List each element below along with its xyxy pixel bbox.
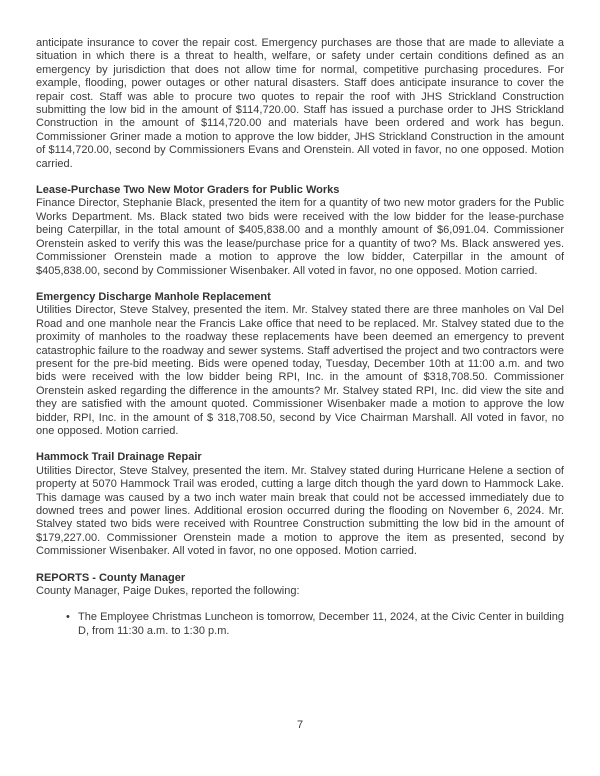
bullet-item-text: The Employee Christmas Luncheon is tomorrow, December 11, 2024, at the Civic Center in building D, from 11:30 a.m. to 1:30 p.m.	[78, 611, 564, 637]
section-heading: Hammock Trail Drainage Repair	[36, 451, 202, 464]
page-number: 7	[296, 718, 304, 731]
section-heading: REPORTS - County Manager	[36, 571, 186, 584]
section-heading: Lease-Purchase Two New Motor Graders for Public Works	[36, 184, 340, 197]
continuation-paragraph: anticipate insurance to cover the repair cost. Emergency purchases are those that are made to alleviate a situation in which there is a threat to health, welfare, or safety under certain conditions defined as an emergency by jurisdiction that does not allow time for normal, competitive purchasing procedures. For example, flooding, power outages or other natural disasters. Staff does anticipate insurance to cover the repair cost. Staff was able to procure two quotes to repair the roof with JHS Strickland Construction submitting the low bid in the amount of $114,720.00. Staff has issued a purchase order to JHS Strickland Construction in the amount of $114,720.00 and materials have been ordered and work has begun. Commissioner Griner made a motion to approve the low bidder, JHS Strickland Construction in the amount of $114,720.00, second by Commissioners Evans and Orenstein. All voted in favor, no one opposed. Motion carried.	[36, 37, 564, 170]
section-body: Utilities Director, Steve Stalvey, presented the item. Mr. Stalvey stated during Hurricane Helene a section of property at 5070 Hammock Trail was eroded, cutting a large ditch though the yard down to Hammock Lake. This damage was caused by a two inch water main break that could not be accessed immediately due to downed trees and power lines. Additional erosion occurred during the flooding on November 6, 2024. Mr. Stalvey stated two bids were received with Rountree Construction submitting the low bid in the amount of $179,227.00. Commissioner Orenstein made a motion to approve the item as presented, second by Commissioner Wisenbaker. All voted in favor, no one opposed. Motion carried.	[36, 464, 564, 558]
section-body: County Manager, Paige Dukes, reported the following:	[36, 585, 300, 598]
section-body: Finance Director, Stephanie Black, presented the item for a quantity of two new motor graders for the Public Works Department. Ms. Black stated two bids were received with the low bidder for the lease-purchase being Caterpillar, in the total amount of $405,838.00 and a monthly amount of $6,091.04. Commissioner Orenstein asked to verify this was the lease/purchase price for a quantity of two? Ms. Black answered yes. Commissioner Orenstein made a motion to approve the low bidder, Caterpillar in the amount of $405,838.00, second by Commissioner Wisenbaker. All voted in favor, no one opposed. Motion carried.	[36, 197, 564, 277]
section-hammock-trail	[36, 451, 564, 558]
section-body: Utilities Director, Steve Stalvey, presented the item. Mr. Stalvey stated there are three manholes on Val Del Road and one manhole near the Francis Lake office that need to be replaced. Mr. Stalvey stated due to the proximity of manholes to the roadway these replacements have been deemed an emergency to prevent catastrophic failure to the roadway and sewer systems. Staff advertised the project and two contractors were present for the pre-bid meeting. Bids were opened today, Tuesday, December 10th at 11:00 a.m. and two bids were received with the low bidder being RPI, Inc. in the amount of $318,708.50. Commissioner Orenstein asked regarding the difference in the amounts? Mr. Stalvey stated RPI, Inc. did view the site and they are satisfied with the amount quoted. Commissioner Wisenbaker made a motion to approve the low bidder, RPI, Inc. in the amount of $ 318,708.50, second by Vice Chairman Marshall. All voted in favor, no one opposed. Motion carried.	[36, 304, 564, 437]
section-reports-county-manager	[36, 572, 564, 639]
section-heading: Emergency Discharge Manhole Replacement	[36, 290, 271, 303]
bullet-list-item	[36, 611, 564, 638]
section-manhole-replacement	[36, 291, 564, 438]
bullet-icon: •	[66, 611, 70, 624]
section-lease-purchase	[36, 184, 564, 278]
